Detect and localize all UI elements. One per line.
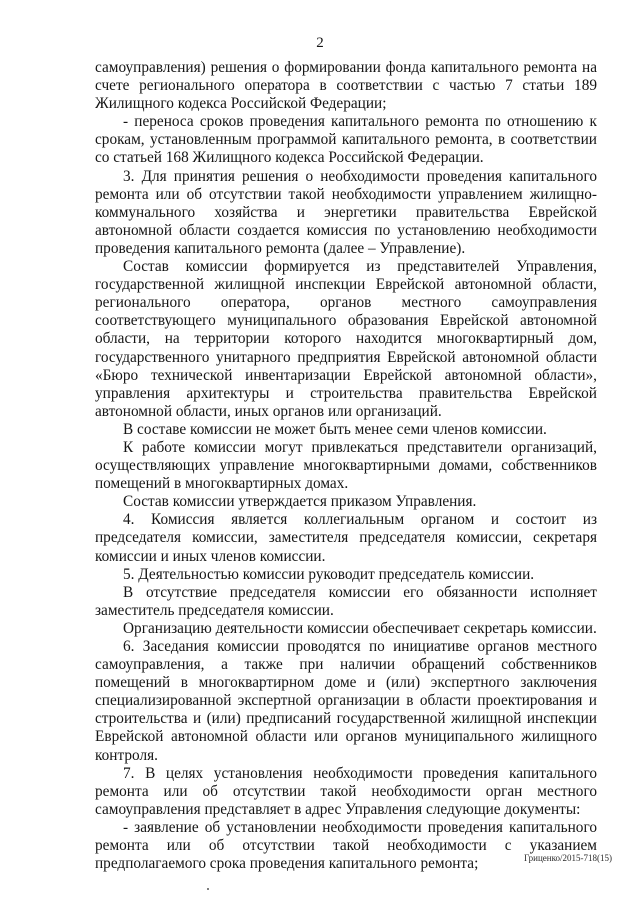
document-footer-code: Гриценко/2015-718(15)	[524, 853, 612, 863]
page-number: 2	[316, 35, 324, 51]
paragraph: самоуправления) решения о формировании фонда капитального ремонта на счете регионального оператора в соответствии с частью 7 статьи 189 Жилищного кодекса Российской Федерации;	[95, 59, 597, 113]
paragraph: В составе комиссии не может быть менее семи членов комиссии.	[123, 420, 547, 438]
paragraph: Организацию деятельности комиссии обеспечивает секретарь комиссии.	[123, 619, 597, 637]
paragraph: 6. Заседания комиссии проводятся по инициативе органов местного самоуправления, а также при наличии обращений собственников помещений в многоквартирном доме и (или) экспертного заключения специализированной экспертной организации в области проектирования и строительства и (или) предписаний государственной жилищной инспекции Еврейской автономной области или органов муниципального жилищного контроля.	[95, 638, 597, 764]
paragraph: Состав комиссии утверждается приказом Управления.	[123, 493, 477, 511]
paragraph: 7. В целях установления необходимости проведения капитального ремонта или об отсутствии такой необходимости орган местного самоуправления представляет в адрес Управления следующие документы:	[95, 764, 597, 818]
paragraph: 5. Деятельностью комиссии руководит председатель комиссии.	[123, 565, 535, 583]
paragraph: Состав комиссии формируется из представителей Управления, государственной жилищной инспекции Еврейской автономной области, регионального оператора, органов местного самоуправления соответствующего муниципального образования Еврейской автономной области, на территории которого находится многоквартирный дом, государственного унитарного предприятия Еврейской автономной области «Бюро технической инвентаризации Еврейской автономной области», управления архитектуры и строительства правительства Еврейской автономной области, иных органов или организаций.	[95, 258, 597, 420]
paragraph: 4. Комиссия является коллегиальным органом и состоит из председателя комиссии, заместителя председателя комиссии, секретаря комиссии и иных членов комиссии.	[95, 511, 597, 565]
paragraph: К работе комиссии могут привлекаться представители организаций, осуществляющих управление многоквартирными домами, собственников помещений в многоквартирных домах.	[95, 438, 597, 493]
scan-speck	[207, 888, 209, 890]
paragraph: - заявление об установлении необходимости проведения капитального ремонта или об отсутствии такой необходимости с указанием предполагаемого срока проведения капитального ремонта;	[95, 818, 597, 873]
paragraph: 3. Для принятия решения о необходимости проведения капитального ремонта или об отсутствии такой необходимости управлением жилищно-коммунального хозяйства и энергетики правительства Еврейской автономной области создается комиссия по установлению необходимости проведения капитального ремонта (далее – Управление).	[95, 167, 597, 257]
document-body	[95, 59, 597, 873]
paragraph: В отсутствие председателя комиссии его обязанности исполняет заместитель председателя комиссии.	[95, 583, 597, 619]
paragraph: - переноса сроков проведения капитального ремонта по отношению к срокам, установленным программой капитального ремонта, в соответствии со статьей 168 Жилищного кодекса Российской Федерации.	[95, 113, 597, 167]
